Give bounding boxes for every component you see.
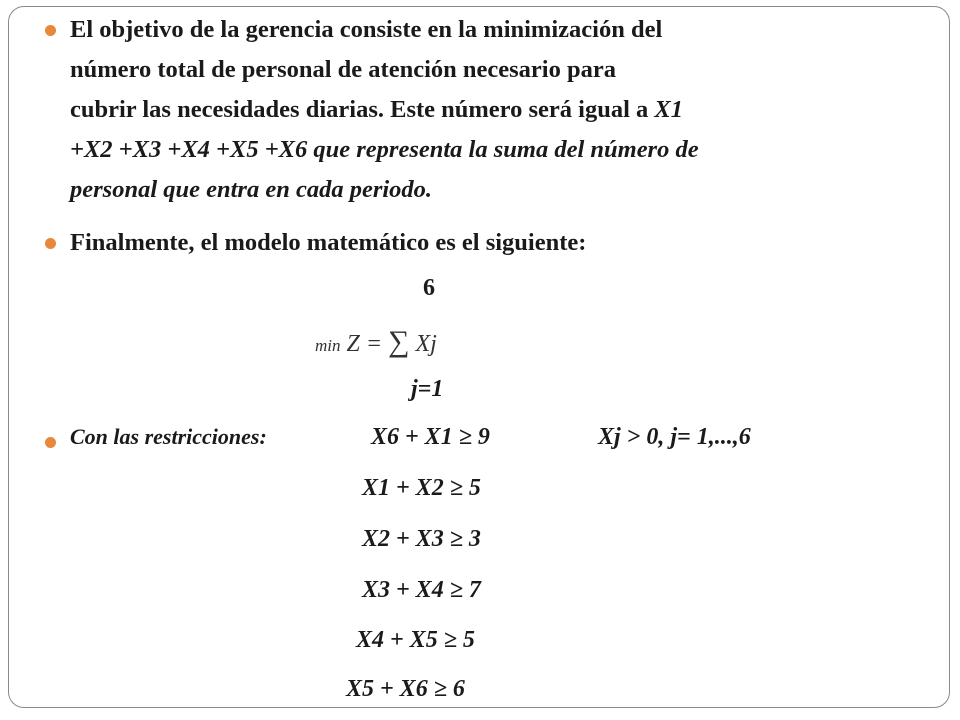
sigma-symbol: ∑ xyxy=(388,325,410,358)
bullet-marker xyxy=(45,25,56,36)
constraint-1: X6 + X1 ≥ 9 xyxy=(371,424,490,450)
bullet-marker xyxy=(45,238,56,249)
bullet-marker xyxy=(45,437,56,448)
min-label: min xyxy=(315,336,341,355)
objective-lhs: Z = xyxy=(346,331,389,357)
variable-x1: X1 xyxy=(654,96,683,123)
objective-line xyxy=(70,130,699,170)
constraint-6: X5 + X6 ≥ 6 xyxy=(346,676,465,702)
constraint-4: X3 + X4 ≥ 7 xyxy=(362,577,481,603)
model-intro: Finalmente, el modelo matemático es el siguiente: xyxy=(70,229,587,256)
objective-line: personal que entra en cada periodo. xyxy=(70,176,433,203)
objective-text: que representa la suma del número de xyxy=(313,136,699,163)
sum-upper-limit: 6 xyxy=(423,275,435,301)
constraints-intro xyxy=(70,424,267,451)
objective-line: número total de personal de atención necesario para xyxy=(70,56,616,83)
objective-function xyxy=(315,325,437,359)
constraint-5: X4 + X5 ≥ 5 xyxy=(356,627,475,653)
objective-line: El objetivo de la gerencia consiste en la minimización del xyxy=(70,16,663,43)
sum-lower-limit: j=1 xyxy=(411,376,444,402)
objective-text: cubrir las necesidades diarias. Este número será igual a xyxy=(70,96,655,123)
constraints-label: Con las restricciones: xyxy=(70,424,267,449)
nonnegativity-constraint: Xj > 0, j= 1,...,6 xyxy=(598,424,751,450)
objective-line xyxy=(70,90,683,130)
variable-sum: +X2 +X3 +X4 +X5 +X6 xyxy=(70,136,314,163)
constraint-3: X2 + X3 ≥ 3 xyxy=(362,526,481,552)
constraint-2: X1 + X2 ≥ 5 xyxy=(362,475,481,501)
sum-term: Xj xyxy=(415,331,437,357)
